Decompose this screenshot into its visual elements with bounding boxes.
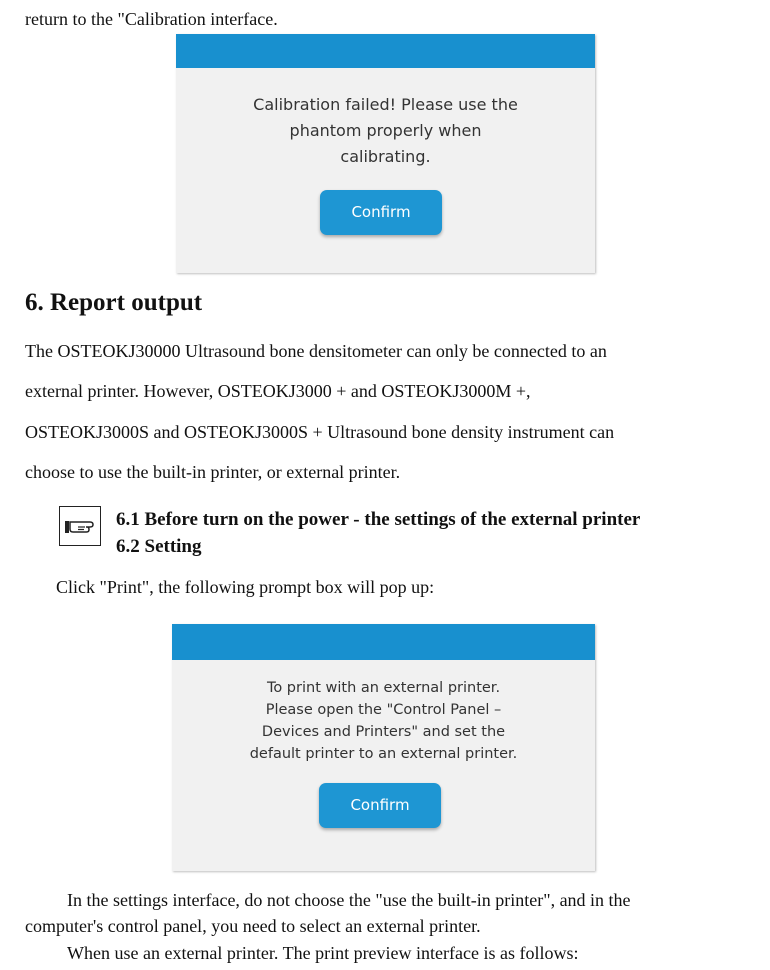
dialog-header-bar [172, 624, 595, 660]
dialog-message-line: Please open the "Control Panel – [265, 702, 502, 718]
body-paragraph-line: external printer. However, OSTEOKJ3000 + and OSTEOKJ3000M +, [25, 381, 531, 401]
dialog-message-line: calibrating. [340, 147, 431, 166]
settings-paragraph-line: computer's control panel, you need to select an external printer. [25, 916, 481, 936]
body-paragraph-line: The OSTEOKJ30000 Ultrasound bone densitometer can only be connected to an [25, 341, 607, 361]
confirm-button[interactable]: Confirm [320, 190, 442, 235]
dialog-message-line: To print with an external printer. [266, 680, 501, 696]
print-preview-text: When use an external printer. The print preview interface is as follows: [67, 943, 579, 963]
dialog-message-line: Calibration failed! Please use the [253, 95, 518, 114]
note-line-setting: 6.2 Setting [116, 536, 202, 557]
section-heading: 6. Report output [25, 289, 203, 316]
confirm-button[interactable]: Confirm [319, 783, 441, 828]
pointing-hand-icon [59, 506, 101, 546]
dialog-message-line: phantom properly when [289, 121, 482, 140]
settings-paragraph-line: In the settings interface, do not choose the "use the built-in printer", and in the [67, 890, 631, 910]
body-paragraph-line: choose to use the built-in printer, or external printer. [25, 462, 401, 482]
intro-line: return to the "Calibration interface. [25, 9, 278, 29]
dialog-header-bar [176, 34, 595, 68]
dialog-message [176, 92, 595, 170]
external-printer-dialog [172, 624, 595, 871]
dialog-message-line: default printer to an external printer. [249, 746, 518, 762]
dialog-message-line: Devices and Printers" and set the [261, 724, 506, 740]
click-print-text: Click "Print", the following prompt box will pop up: [56, 577, 435, 597]
dialog-message [172, 677, 595, 765]
note-line-settings-external-printer: 6.1 Before turn on the power - the settings of the external printer [116, 509, 641, 530]
calibration-failed-dialog [176, 34, 595, 273]
body-paragraph-line: OSTEOKJ3000S and OSTEOKJ3000S + Ultrasound bone density instrument can [25, 422, 615, 442]
